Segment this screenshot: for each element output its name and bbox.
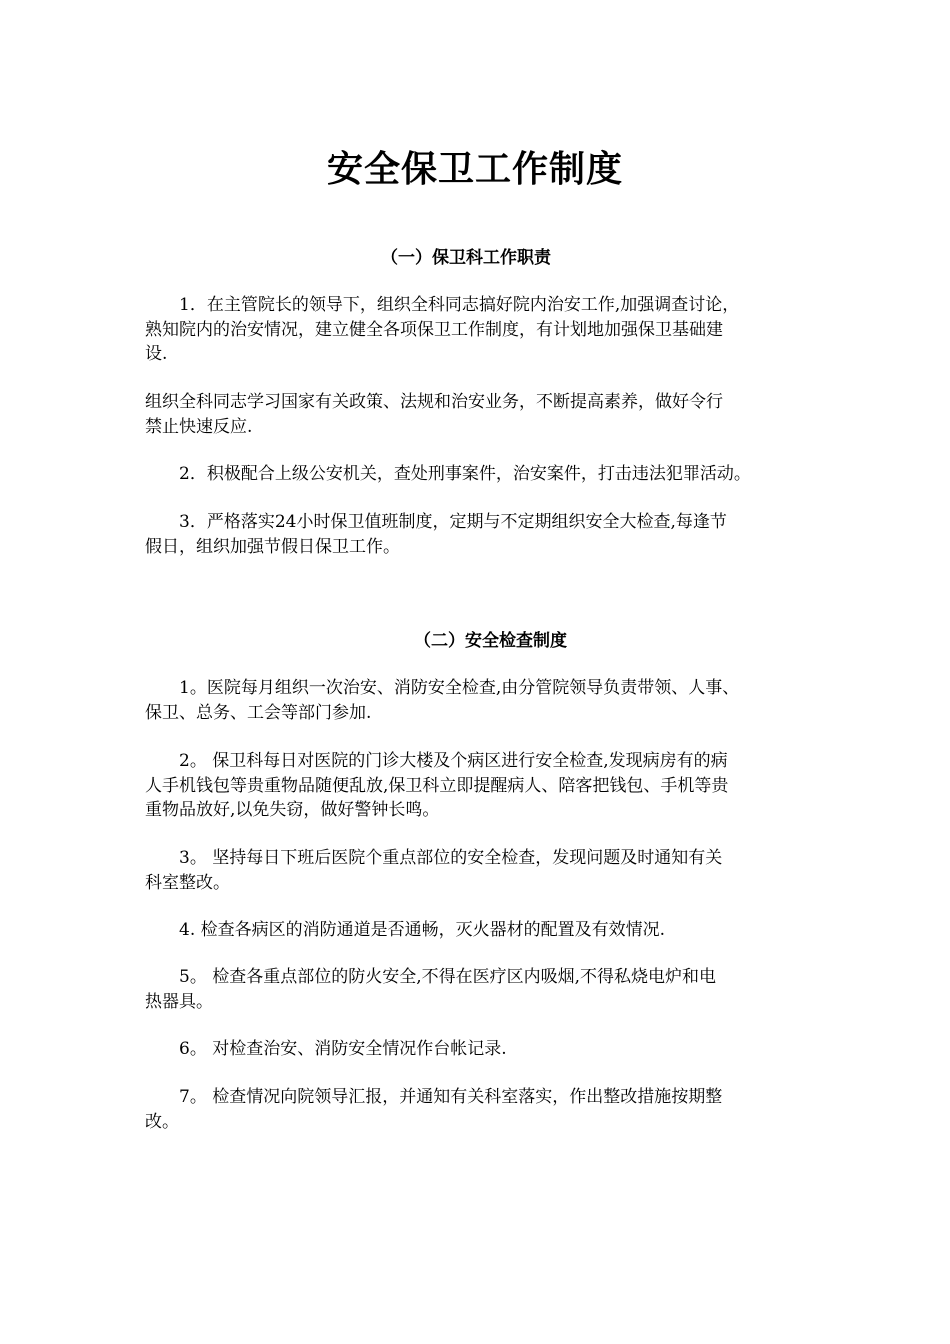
paragraph <box>145 918 835 943</box>
paragraph <box>145 676 835 725</box>
paragraph-line: 人手机钱包等贵重物品随便乱放,保卫科立即提醒病人、陪客把钱包、手机等贵 <box>145 775 729 796</box>
paragraph-line: 组织全科同志学习国家有关政策、法规和治安业务，不断提高素养，做好令行 <box>145 392 723 412</box>
paragraph-line: 改。 <box>145 1111 179 1132</box>
paragraph-line: 热器具。 <box>145 991 213 1012</box>
paragraph <box>145 293 835 367</box>
paragraph-line: 设. <box>145 344 168 364</box>
paragraph <box>145 1085 835 1134</box>
section-heading-safety-inspection: （二）安全检查制度 <box>414 631 567 651</box>
paragraph <box>145 1037 835 1062</box>
paragraph-line: 熟知院内的治安情况，建立健全各项保卫工作制度，有计划地加强保卫基础建 <box>145 319 723 340</box>
paragraph <box>145 462 835 487</box>
paragraph <box>145 390 835 439</box>
paragraph <box>145 846 835 895</box>
paragraph-line: 4. 检查各病区的消防通道是否通畅，灭火器材的配置及有效情况. <box>179 920 666 940</box>
section-heading-duties: （一）保卫科工作职责 <box>381 248 551 268</box>
paragraph-line: 禁止快速反应. <box>145 416 253 437</box>
paragraph-line: 科室整改。 <box>145 872 230 893</box>
document-title: 安全保卫工作制度 <box>326 149 623 190</box>
paragraph-line: 6。 对检查治安、消防安全情况作台帐记录. <box>179 1039 507 1059</box>
paragraph <box>145 749 835 823</box>
paragraph-line: 2．积极配合上级公安机关，查处刑事案件，治安案件，打击违法犯罪活动。 <box>179 464 751 484</box>
paragraph-line: 1。医院每月组织一次治安、消防安全检查,由分管院领导负责带领、人事、 <box>179 678 740 698</box>
paragraph <box>145 510 835 559</box>
paragraph-line: 保卫、总务、工会等部门参加. <box>145 702 372 723</box>
paragraph-line: 假日，组织加强节假日保卫工作。 <box>145 536 400 557</box>
paragraph-line: 重物品放好,以免失窃，做好警钟长鸣。 <box>145 800 440 820</box>
paragraph-line: 3。 坚持每日下班后医院个重点部位的安全检查，发现问题及时通知有关 <box>179 848 723 868</box>
paragraph-line: 7。 检查情况向院领导汇报，并通知有关科室落实，作出整改措施按期整 <box>179 1087 723 1107</box>
paragraph-line: 3．严格落实24小时保卫值班制度，定期与不定期组织安全大检查,每逢节 <box>179 512 727 532</box>
paragraph-line: 2。 保卫科每日对医院的门诊大楼及个病区进行安全检查,发现病房有的病 <box>179 751 728 771</box>
paragraph-line: 5。 检查各重点部位的防火安全,不得在医疗区内吸烟,不得私烧电炉和电 <box>179 967 717 987</box>
paragraph-line: 1．在主管院长的领导下，组织全科同志搞好院内治安工作,加强调查讨论， <box>179 295 740 315</box>
paragraph <box>145 965 835 1014</box>
